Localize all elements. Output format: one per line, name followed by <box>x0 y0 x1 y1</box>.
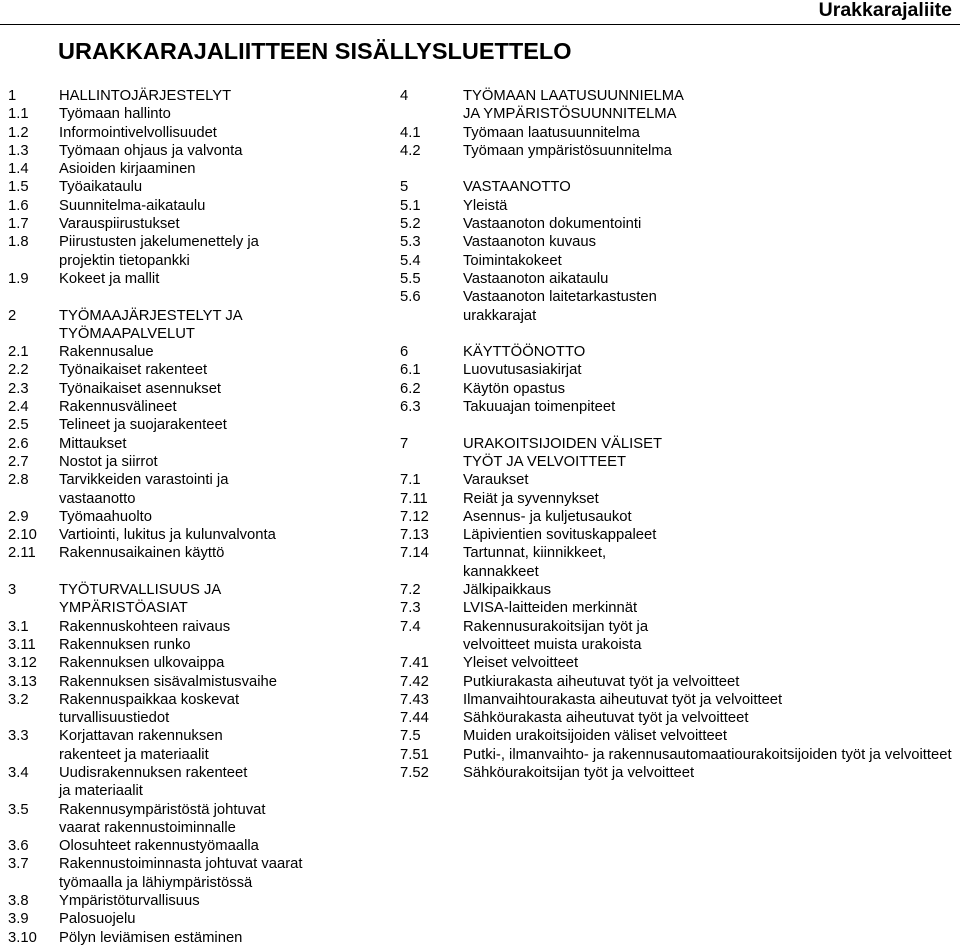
toc-entry-title: Rakennusvälineet <box>59 399 177 416</box>
page-header <box>0 0 960 25</box>
toc-entry-title: Asennus- ja kuljetusaukot <box>463 508 632 525</box>
toc-entry <box>8 361 398 379</box>
toc-entry <box>8 453 398 471</box>
toc-entry-title: TYÖMAAPALVELUT <box>59 325 195 342</box>
toc-entry <box>8 801 398 819</box>
toc-entry-title: TYÖMAAN LAATUSUUNNIELMA <box>463 88 684 104</box>
toc-entry-title: HALLINTOJÄRJESTELYT <box>59 88 232 104</box>
toc-entry <box>400 673 960 691</box>
toc-entry <box>400 618 960 636</box>
toc-entry-title: TYÖMAAJÄRJESTELYT JA <box>59 307 243 324</box>
toc-entry-title: Uudisrakennuksen rakenteet <box>59 764 248 781</box>
toc-entry <box>400 343 960 361</box>
toc-entry-title: Sähköurakasta aiheutuvat työt ja velvoitteet <box>463 710 749 727</box>
toc-entry <box>400 727 960 745</box>
toc-entry <box>8 855 398 873</box>
toc-entry-title: Vartiointi, lukitus ja kulunvalvonta <box>59 527 276 544</box>
toc-entry-number: 7.5 <box>400 728 421 745</box>
toc-entry-title: Ympäristöturvallisuus <box>59 893 200 910</box>
toc-entry <box>8 490 398 508</box>
toc-entry <box>400 636 960 654</box>
toc-entry-number: 7.12 <box>400 508 429 525</box>
toc-entry <box>8 508 398 526</box>
toc-entry-number: 6.2 <box>400 380 421 397</box>
toc-entry-number: 5.1 <box>400 197 421 214</box>
toc-entry-title: vastaanotto <box>59 490 136 507</box>
toc-entry-number: 5.6 <box>400 289 421 306</box>
toc-entry-number: 3.11 <box>8 636 36 653</box>
toc-entry-title: Työnaikaiset rakenteet <box>59 362 208 379</box>
toc-entry <box>400 142 960 160</box>
toc-entry-number: 7.44 <box>400 710 429 727</box>
toc-entry-number: 2.6 <box>8 435 29 452</box>
toc-entry-title: Kokeet ja mallit <box>59 270 160 287</box>
toc-entry-number: 5.4 <box>400 252 421 269</box>
toc-entry <box>8 435 398 453</box>
toc-entry-title: Työmaan hallinto <box>59 106 171 123</box>
toc-entry <box>400 508 960 526</box>
toc-entry-number: 5.5 <box>400 270 421 287</box>
toc-entry-title: Vastaanoton laitetarkastusten <box>463 289 657 306</box>
toc-entry-title: Työmaan ohjaus ja valvonta <box>59 142 243 159</box>
toc-entry <box>400 581 960 599</box>
toc-entry-number: 3.5 <box>8 801 29 818</box>
toc-entry <box>400 746 960 764</box>
toc-entry <box>8 288 398 306</box>
toc-entry-title: Palosuojelu <box>59 911 136 928</box>
toc-entry-title: LVISA-laitteiden merkinnät <box>463 600 638 617</box>
toc-entry-title: Rakennuspaikkaa koskevat <box>59 691 240 708</box>
toc-entry-title: Yleistä <box>463 197 508 214</box>
toc-entry <box>8 599 398 617</box>
toc-entry-title: Työmaan ympäristösuunnitelma <box>463 142 672 159</box>
toc-entry-title: URAKOITSIJOIDEN VÄLISET <box>463 435 662 452</box>
toc-entry <box>8 929 398 947</box>
toc-entry-title: Putki-, ilmanvaihto- ja rakennusautomaatiourakoitsijoiden työt ja velvoitteet <box>463 746 952 763</box>
toc-entry-number: 6.3 <box>400 399 421 416</box>
toc-entry-title: KÄYTTÖÖNOTTO <box>463 344 586 361</box>
toc-entry-number: 7.43 <box>400 691 429 708</box>
toc-entry-number: 2.5 <box>8 417 29 434</box>
toc-entry-number: 2.1 <box>8 344 29 361</box>
toc-entry-number: 3.1 <box>8 618 29 635</box>
toc-entry-title: Tartunnat, kiinnikkeet, <box>463 545 607 562</box>
toc-entry-number: 7.51 <box>400 746 429 763</box>
toc-entry-number: 5.3 <box>400 234 421 251</box>
toc-entry-title: YMPÄRISTÖASIAT <box>59 600 188 617</box>
toc-entry-title: Suunnitelma-aikataulu <box>59 197 206 214</box>
toc-entry <box>8 618 398 636</box>
toc-entry <box>400 325 960 343</box>
toc-entry-title: Työmaan laatusuunnitelma <box>463 124 640 141</box>
toc-entry-title: Vastaanoton aikataulu <box>463 270 609 287</box>
toc-entry-number: 7.3 <box>400 600 421 617</box>
toc-entry <box>8 764 398 782</box>
toc-entry-number: 7.42 <box>400 673 429 690</box>
toc-entry <box>400 691 960 709</box>
toc-entry-number: 7.14 <box>400 545 429 562</box>
toc-entry-title: ja materiaalit <box>59 783 143 800</box>
toc-entry-number: 1.6 <box>8 197 29 214</box>
toc-entry-number: 1.9 <box>8 270 29 287</box>
toc-entry-title: Rakennustoiminnasta johtuvat vaarat <box>59 856 303 873</box>
toc-entry <box>8 197 398 215</box>
toc-entry-number: 2.9 <box>8 508 29 525</box>
toc-entry <box>8 581 398 599</box>
toc-entry-number: 3.9 <box>8 911 29 928</box>
toc-entry-number: 1.2 <box>8 124 29 141</box>
toc-entry <box>8 746 398 764</box>
toc-entry-title: Toimintakokeet <box>463 252 562 269</box>
toc-entry <box>400 398 960 416</box>
toc-entry <box>400 435 960 453</box>
toc-entry-title: Reiät ja syvennykset <box>463 490 599 507</box>
toc-entry-number: 1.5 <box>8 179 29 196</box>
toc-entry-number: 7.11 <box>400 490 428 507</box>
toc-entry-title: vaarat rakennustoiminnalle <box>59 819 236 836</box>
header-title: Urakkarajaliite <box>818 0 952 21</box>
toc-entry-title: Informointivelvollisuudet <box>59 124 217 141</box>
toc-entry <box>8 105 398 123</box>
toc-entry <box>400 709 960 727</box>
toc-entry <box>8 874 398 892</box>
toc-entry-number: 2.11 <box>8 545 36 562</box>
toc-entry <box>8 416 398 434</box>
page-title: URAKKARAJALIITTEEN SISÄLLYSLUETTELO <box>58 38 572 64</box>
toc-entry-title: Ilmanvaihtourakasta aiheutuvat työt ja velvoitteet <box>463 691 783 708</box>
toc-entry-title: velvoitteet muista urakoista <box>463 636 642 653</box>
toc-entry-title: rakenteet ja materiaalit <box>59 746 209 763</box>
toc-entry <box>8 325 398 343</box>
toc-entry-title: Rakennuskohteen raivaus <box>59 618 231 635</box>
toc-entry-title: Rakennuksen sisävalmistusvaihe <box>59 673 277 690</box>
toc-entry <box>8 563 398 581</box>
toc-entry-number: 2.10 <box>8 527 37 544</box>
toc-entry-title: VASTAANOTTO <box>463 179 571 196</box>
toc-entry <box>400 453 960 471</box>
toc-entry <box>8 837 398 855</box>
toc-entry-number: 3.4 <box>8 764 29 781</box>
toc-entry-title: Rakennusaikainen käyttö <box>59 545 225 562</box>
toc-entry-number: 3 <box>8 582 17 599</box>
toc-entry <box>8 178 398 196</box>
toc-entry <box>8 654 398 672</box>
toc-entry <box>400 215 960 233</box>
toc-entry <box>400 160 960 178</box>
toc-entry-number: 2.4 <box>8 399 29 416</box>
toc-entry <box>8 124 398 142</box>
toc-entry-title: Varauspiirustukset <box>59 216 180 233</box>
toc-entry-title: Putkiurakasta aiheutuvat työt ja velvoitteet <box>463 673 740 690</box>
toc-entry-title: Työmaahuolto <box>59 508 152 525</box>
toc-entry-title: Vastaanoton dokumentointi <box>463 216 642 233</box>
toc-entry-number: 1.4 <box>8 161 29 178</box>
toc-entry-title: Rakennuksen ulkovaippa <box>59 655 225 672</box>
toc-entry-title: Jälkipaikkaus <box>463 582 552 599</box>
toc-entry <box>400 178 960 196</box>
toc-entry-title: Varaukset <box>463 472 529 489</box>
toc-entry-title: työmaalla ja lähiympäristössä <box>59 874 253 891</box>
toc-entry-number: 3.3 <box>8 728 29 745</box>
toc-entry <box>400 361 960 379</box>
toc-entry <box>8 307 398 325</box>
toc-entry-title: Takuuajan toimenpiteet <box>463 399 616 416</box>
toc-entry-number: 4 <box>400 88 409 104</box>
toc-entry-title: Rakennusympäristöstä johtuvat <box>59 801 266 818</box>
toc-entry <box>400 654 960 672</box>
toc-entry-number: 7.1 <box>400 472 421 489</box>
toc-entry-title: Luovutusasiakirjat <box>463 362 582 379</box>
toc-entry <box>400 416 960 434</box>
toc-entry-title: TYÖTURVALLISUUS JA <box>59 582 222 599</box>
toc-entry-title: Mittaukset <box>59 435 127 452</box>
toc-entry <box>8 709 398 727</box>
toc-entry-number: 7 <box>400 435 409 452</box>
toc-entry-title: Rakennusurakoitsijan työt ja <box>463 618 649 635</box>
toc-entry-number: 3.12 <box>8 655 37 672</box>
toc-entry-number: 1.8 <box>8 234 29 251</box>
toc-entry-number: 7.4 <box>400 618 421 635</box>
toc-entry-title: Telineet ja suojarakenteet <box>59 417 227 434</box>
toc-entry-title: kannakkeet <box>463 563 539 580</box>
toc-entry <box>400 563 960 581</box>
toc-entry-number: 1 <box>8 88 17 104</box>
toc-entry-title: Rakennuksen runko <box>59 636 191 653</box>
toc-entry-number: 7.41 <box>400 655 429 672</box>
toc-entry <box>8 142 398 160</box>
toc-entry-title: Tarvikkeiden varastointi ja <box>59 472 229 489</box>
toc-entry <box>400 526 960 544</box>
toc-entry-title: Nostot ja siirrot <box>59 453 158 470</box>
toc-entry-title: Läpivientien sovituskappaleet <box>463 527 657 544</box>
toc-entry <box>8 691 398 709</box>
toc-entry <box>400 599 960 617</box>
toc-entry-number: 3.2 <box>8 691 29 708</box>
toc-entry <box>8 526 398 544</box>
toc-entry <box>8 215 398 233</box>
toc-entry <box>400 252 960 270</box>
toc-entry-number: 2.7 <box>8 453 29 470</box>
toc-entry-title: JA YMPÄRISTÖSUUNNITELMA <box>463 106 677 123</box>
toc-entry-title: Yleiset velvoitteet <box>463 655 579 672</box>
toc-entry <box>8 380 398 398</box>
toc-entry <box>8 471 398 489</box>
toc-entry <box>400 307 960 325</box>
toc-entry-number: 2 <box>8 307 17 324</box>
toc-entry-number: 5.2 <box>400 216 421 233</box>
toc-entry-title: Olosuhteet rakennustyömaalla <box>59 838 259 855</box>
toc-entry <box>400 471 960 489</box>
toc-entry-number: 7.13 <box>400 527 429 544</box>
toc-entry-title: Pölyn leviämisen estäminen <box>59 929 243 946</box>
toc-entry <box>8 819 398 837</box>
toc-entry-title: urakkarajat <box>463 307 537 324</box>
toc-entry <box>400 288 960 306</box>
toc-entry <box>8 727 398 745</box>
toc-entry <box>8 636 398 654</box>
toc-entry-number: 4.2 <box>400 142 421 159</box>
toc-entry-title: Vastaanoton kuvaus <box>463 234 596 251</box>
toc-entry-title: Muiden urakoitsijoiden väliset velvoitteet <box>463 728 728 745</box>
toc-entry <box>400 764 960 782</box>
toc-entry <box>8 160 398 178</box>
toc-entry <box>400 490 960 508</box>
toc-entry <box>8 233 398 251</box>
toc-entry-title: Asioiden kirjaaminen <box>59 161 196 178</box>
toc-entry-number: 1.1 <box>8 106 29 123</box>
toc-entry-number: 3.10 <box>8 929 37 946</box>
toc-entry <box>400 270 960 288</box>
toc-entry-number: 7.2 <box>400 582 421 599</box>
toc-entry-title: Piirustusten jakelumenettely ja <box>59 234 259 251</box>
toc-entry <box>400 124 960 142</box>
toc-entry <box>400 87 960 105</box>
toc-entry-title: Korjattavan rakennuksen <box>59 728 223 745</box>
toc-entry-title: Rakennusalue <box>59 344 154 361</box>
toc-entry-title: Käytön opastus <box>463 380 566 397</box>
toc-entry-number: 2.8 <box>8 472 29 489</box>
toc-entry <box>400 233 960 251</box>
toc-entry <box>8 252 398 270</box>
toc-entry-number: 6.1 <box>400 362 421 379</box>
toc-entry <box>400 380 960 398</box>
toc-entry-number: 1.3 <box>8 142 29 159</box>
toc-entry <box>8 910 398 928</box>
toc-entry-number: 6 <box>400 344 409 361</box>
toc-entry <box>8 544 398 562</box>
toc-entry-title: projektin tietopankki <box>59 252 190 269</box>
toc-entry-number: 2.2 <box>8 362 29 379</box>
toc-entry-title: TYÖT JA VELVOITTEET <box>463 453 627 470</box>
toc-entry-number: 7.52 <box>400 764 429 781</box>
toc-entry <box>400 544 960 562</box>
toc-entry-title: Työaikataulu <box>59 179 143 196</box>
toc-entry-number: 5 <box>400 179 409 196</box>
toc-entry <box>400 105 960 123</box>
toc-entry <box>8 398 398 416</box>
toc-entry <box>8 673 398 691</box>
toc-entry <box>8 87 398 105</box>
toc-entry <box>400 197 960 215</box>
toc-entry-title: Sähköurakoitsijan työt ja velvoitteet <box>463 764 695 781</box>
toc-entry-title: Työnaikaiset asennukset <box>59 380 222 397</box>
toc-entry <box>8 782 398 800</box>
toc-entry-number: 3.13 <box>8 673 37 690</box>
toc-entry-number: 4.1 <box>400 124 421 141</box>
toc-entry-number: 2.3 <box>8 380 29 397</box>
toc-entry <box>8 892 398 910</box>
toc-entry <box>8 343 398 361</box>
toc-entry-title: turvallisuustiedot <box>59 710 170 727</box>
toc-entry-number: 1.7 <box>8 216 29 233</box>
toc-entry-number: 3.7 <box>8 856 29 873</box>
toc-entry <box>8 270 398 288</box>
toc-right-column <box>400 87 960 782</box>
toc-left-column <box>8 87 398 947</box>
toc-entry-number: 3.6 <box>8 838 29 855</box>
toc-entry-number: 3.8 <box>8 893 29 910</box>
